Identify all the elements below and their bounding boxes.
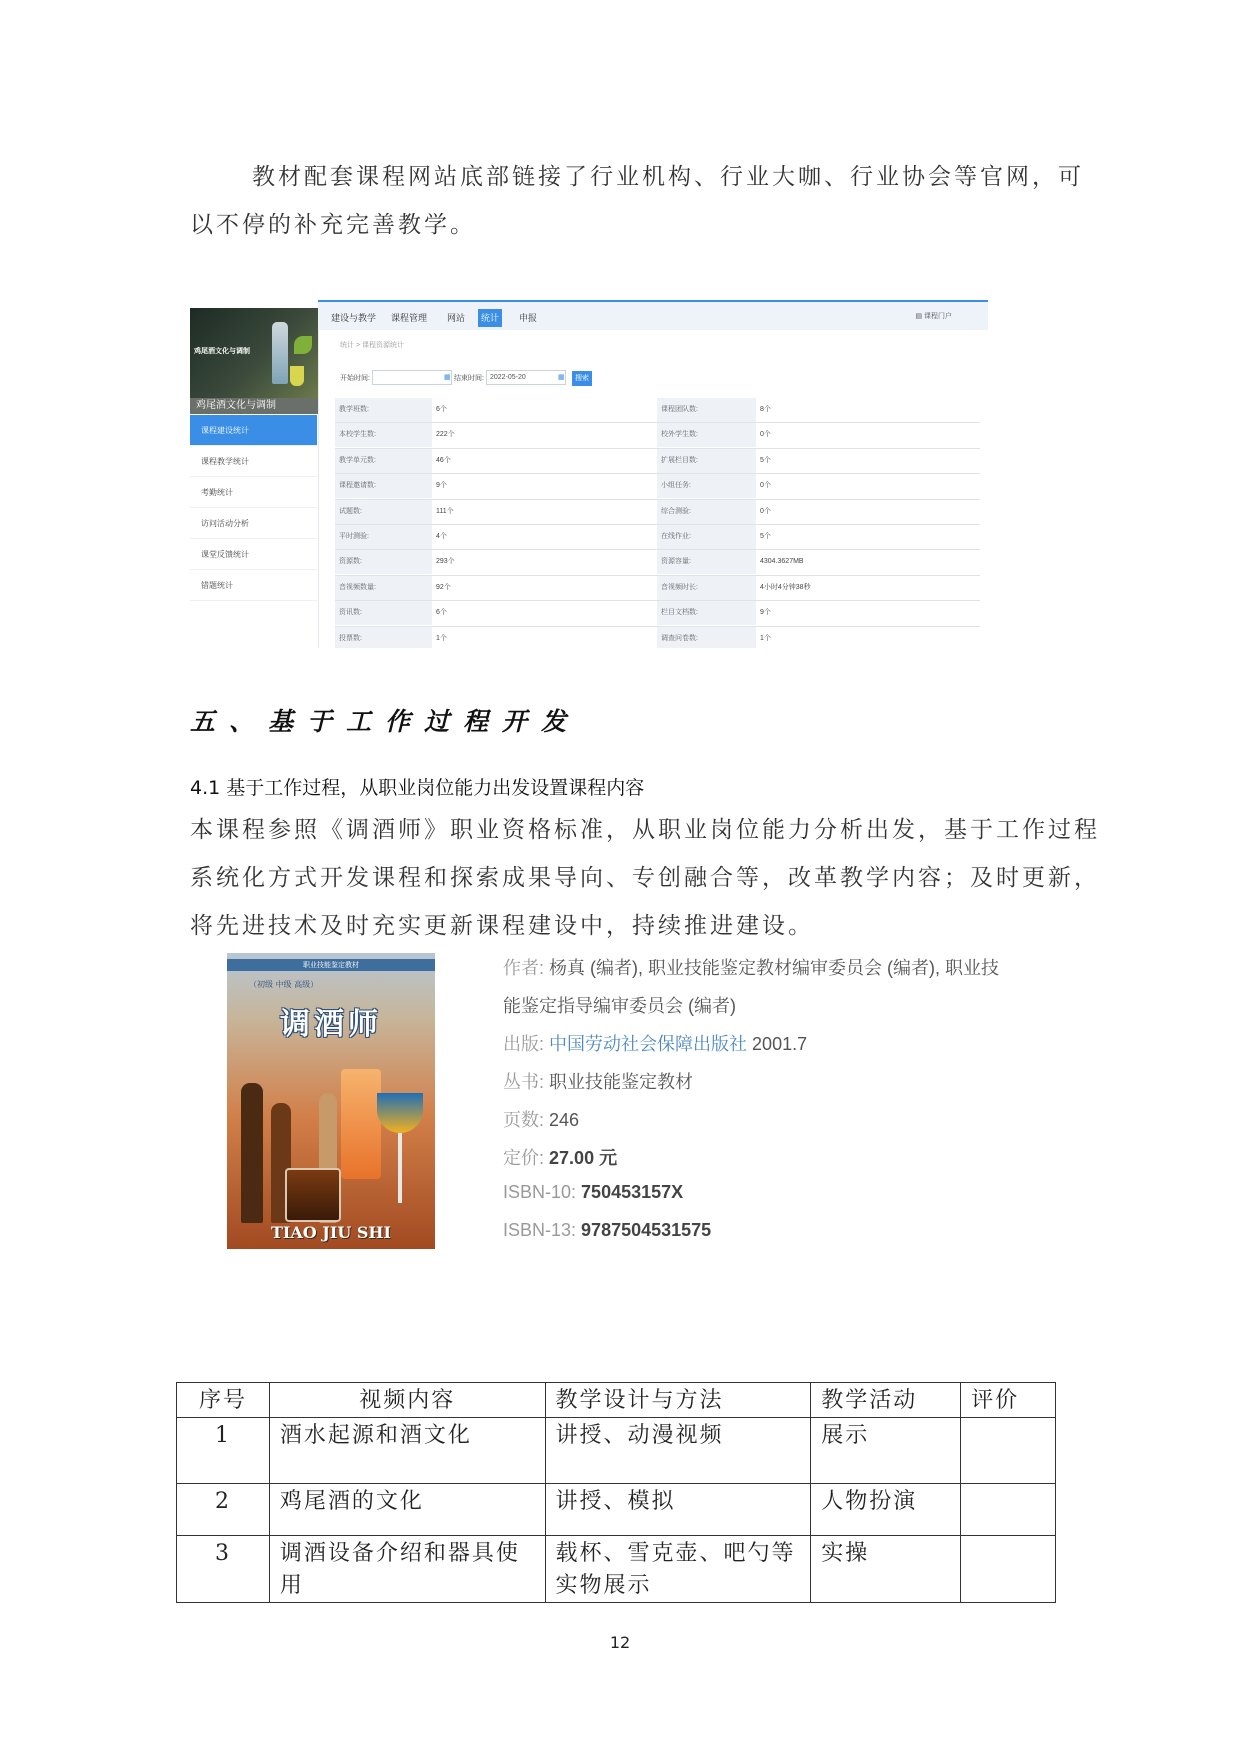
logo-title: 鸡尾酒文化与调制	[194, 348, 250, 355]
stat-label: 资源容量:	[657, 550, 756, 574]
cover-grade: （初级 中级 高级）	[249, 980, 319, 989]
bottle-image	[241, 1083, 263, 1223]
stat-label: 本校学生数:	[335, 423, 432, 447]
stat-value: 0个	[760, 507, 771, 515]
stat-label: 平时测验:	[335, 525, 432, 549]
header-design-method: 教学设计与方法	[545, 1383, 811, 1418]
logo-caption: 鸡尾酒文化与调制	[190, 398, 318, 414]
publisher-line	[503, 1030, 807, 1056]
book-info-screenshot	[190, 948, 1050, 1264]
start-time-input[interactable]	[372, 370, 452, 385]
section-4-1-paragraph	[190, 806, 1100, 950]
end-calendar-icon[interactable]: ▦	[558, 374, 565, 381]
page-number: 12	[609, 1633, 631, 1652]
stats-row	[335, 576, 980, 601]
stat-value: 5个	[760, 456, 771, 464]
stat-label: 栏目文档数:	[657, 601, 756, 625]
header-activity: 教学活动	[811, 1383, 961, 1418]
cell-content: 酒水起源和酒文化	[269, 1418, 545, 1484]
sidebar-item-course-build-stats[interactable]: 课程建设统计	[190, 415, 317, 446]
cell-method: 讲授、动漫视频	[545, 1418, 811, 1484]
stat-value: 293个	[436, 558, 455, 566]
leaf-image	[294, 336, 312, 354]
tab-apply[interactable]: 申报	[519, 313, 538, 323]
stats-table	[335, 398, 980, 648]
stat-value: 0个	[760, 431, 771, 439]
stat-value: 4304.3627MB	[760, 558, 804, 566]
subsection-4-1-title: 4.1 基于工作过程，从职业岗位能力出发设置课程内容	[190, 777, 645, 799]
cell-no: 2	[177, 1484, 270, 1536]
author-label: 作者:	[503, 958, 545, 978]
stat-label: 教学单元数:	[335, 449, 432, 473]
stat-value: 6个	[436, 609, 447, 617]
bottle-image	[272, 322, 288, 384]
stat-value: 5个	[760, 532, 771, 540]
stat-value: 0个	[760, 482, 771, 490]
isbn10-value: 750453157X	[581, 1182, 684, 1202]
cell-no: 3	[177, 1536, 270, 1603]
stat-label: 在线作业:	[657, 525, 756, 549]
course-portal-link[interactable]: ▤ 课程门户	[915, 313, 952, 320]
course-stats-screenshot	[190, 300, 988, 648]
tab-build-teaching[interactable]: 建设与教学	[331, 313, 377, 323]
stat-value: 8个	[760, 406, 771, 413]
section-heading-5: 五、基于工作过程开发	[190, 707, 581, 736]
price-value: 27.00 元	[549, 1148, 618, 1168]
tab-course-management[interactable]: 课程管理	[391, 313, 428, 323]
cell-content: 调酒设备介绍和器具使用	[269, 1536, 545, 1603]
stat-label: 音视频数量:	[335, 576, 432, 600]
tab-statistics[interactable]: 统计	[478, 309, 502, 327]
header-video-content: 视频内容	[269, 1383, 545, 1418]
sidebar-item-error-stats[interactable]: 错题统计	[190, 570, 317, 601]
stats-row	[335, 398, 980, 423]
stat-label: 投票数:	[335, 627, 432, 648]
section-4-1-line-3: 将先进技术及时充实更新课程建设中，持续推进建设。	[190, 913, 814, 939]
drink-image	[341, 1069, 381, 1179]
stat-value: 4个	[436, 532, 447, 540]
header-no: 序号	[177, 1383, 270, 1418]
lesson-table	[176, 1382, 1056, 1603]
stat-label: 资讯数:	[335, 601, 432, 625]
sidebar-item-feedback-stats[interactable]: 课堂反馈统计	[190, 539, 317, 570]
stat-label: 调查问卷数:	[657, 627, 756, 648]
cell-method: 载杯、雪克壶、吧勺等实物展示	[545, 1536, 811, 1603]
stats-row	[335, 601, 980, 626]
table-row	[177, 1484, 1056, 1536]
course-logo	[190, 308, 318, 400]
author-value: 杨真 (编者), 职业技能鉴定教材编审委员会 (编者), 职业技	[549, 958, 1000, 978]
stat-value: 222个	[436, 431, 455, 439]
tab-website[interactable]: 网站	[447, 313, 466, 323]
start-time-label: 开始时间:	[340, 375, 370, 382]
series-value: 职业技能鉴定教材	[549, 1072, 694, 1092]
price-line	[503, 1144, 617, 1170]
stat-label: 试题数:	[335, 500, 432, 524]
stats-sidebar	[190, 300, 319, 648]
stat-label: 教学班数:	[335, 398, 432, 422]
stat-label: 音视频时长:	[657, 576, 756, 600]
pages-value: 246	[549, 1110, 580, 1130]
stats-row	[335, 525, 980, 550]
stats-top-nav	[318, 300, 988, 330]
breadcrumb: 统计 > 课程资源统计	[340, 342, 404, 349]
cell-activity: 人物扮演	[811, 1484, 961, 1536]
cover-band: 职业技能鉴定教材	[227, 959, 435, 971]
isbn13-line	[503, 1220, 711, 1241]
stat-value: 92个	[436, 583, 451, 591]
price-label: 定价:	[503, 1148, 545, 1168]
series-line	[503, 1068, 693, 1094]
stat-label: 校外学生数:	[657, 423, 756, 447]
end-time-input[interactable]: 2022-05-20	[486, 370, 566, 385]
table-row	[177, 1536, 1056, 1603]
stats-row	[335, 627, 980, 648]
stat-label: 扩展栏目数:	[657, 449, 756, 473]
book-cover	[227, 953, 435, 1249]
stat-label: 小组任务:	[657, 474, 756, 498]
cocktail-image	[377, 1093, 423, 1133]
cell-eval	[961, 1536, 1056, 1603]
stats-row	[335, 474, 980, 499]
cell-eval	[961, 1418, 1056, 1484]
search-button[interactable]: 搜索	[572, 371, 592, 386]
section-4-1-line-2: 系统化方式开发课程和探索成果导向、专创融合等，改革教学内容；及时更新，	[190, 865, 1100, 891]
cover-title: 调酒师	[280, 1007, 382, 1042]
publish-date: 2001.7	[752, 1034, 808, 1054]
cell-no: 1	[177, 1418, 270, 1484]
stat-value: 1个	[760, 634, 771, 642]
cell-activity: 实操	[811, 1536, 961, 1603]
table-header-row	[177, 1383, 1056, 1418]
intro-line-2: 以不停的补充完善教学。	[190, 212, 476, 238]
stat-value: 4小时4分钟38秒	[760, 583, 811, 591]
stat-value: 6个	[436, 406, 447, 413]
stat-label: 课程团队数:	[657, 398, 756, 422]
isbn13-value: 9787504531575	[581, 1220, 712, 1240]
stats-row	[335, 500, 980, 525]
isbn10-label: ISBN-10:	[503, 1182, 577, 1202]
intro-line-1: 教材配套课程网站底部链接了行业机构、行业大咖、行业协会等官网，可	[252, 164, 1084, 190]
stats-row	[335, 423, 980, 448]
isbn10-line	[503, 1182, 683, 1203]
sidebar-item-visit-analysis[interactable]: 访问活动分析	[190, 508, 317, 539]
end-time-label: 结束时间:	[454, 375, 484, 382]
cover-pinyin: TIAO JIU SHI	[270, 1223, 392, 1242]
stat-value: 9个	[760, 609, 771, 617]
start-calendar-icon[interactable]: ▦	[444, 374, 451, 381]
date-filter	[340, 370, 940, 388]
sidebar-item-teaching-stats[interactable]: 课程教学统计	[190, 446, 317, 477]
stat-value: 9个	[436, 482, 447, 490]
cell-method: 讲授、模拟	[545, 1484, 811, 1536]
series-label: 丛书:	[503, 1072, 545, 1092]
stat-value: 46个	[436, 456, 451, 464]
pages-line	[503, 1106, 579, 1132]
publisher-label: 出版:	[503, 1034, 545, 1054]
glass-stem-image	[398, 1133, 402, 1203]
publisher-link[interactable]: 中国劳动社会保障出版社	[549, 1034, 748, 1054]
cell-eval	[961, 1484, 1056, 1536]
header-evaluation: 评价	[961, 1383, 1056, 1418]
rocks-glass-image	[285, 1168, 341, 1222]
stats-row	[335, 449, 980, 474]
isbn13-label: ISBN-13:	[503, 1220, 577, 1240]
stat-label: 资源数:	[335, 550, 432, 574]
glass-image	[290, 366, 304, 386]
stat-label: 综合测验:	[657, 500, 756, 524]
stats-row	[335, 550, 980, 575]
stat-value: 1个	[436, 634, 447, 642]
stat-value: 111个	[436, 507, 454, 515]
intro-paragraph	[190, 153, 1084, 249]
stat-label: 课程邀请数:	[335, 474, 432, 498]
section-4-1-line-1: 本课程参照《调酒师》职业资格标准，从职业岗位能力分析出发，基于工作过程	[190, 817, 1100, 843]
sidebar-item-attendance-stats[interactable]: 考勤统计	[190, 477, 317, 508]
table-row	[177, 1418, 1056, 1484]
pages-label: 页数:	[503, 1110, 545, 1130]
author-line-1	[503, 954, 999, 980]
cell-activity: 展示	[811, 1418, 961, 1484]
cell-content: 鸡尾酒的文化	[269, 1484, 545, 1536]
author-line-2: 能鉴定指导编审委员会 (编者)	[503, 996, 736, 1016]
